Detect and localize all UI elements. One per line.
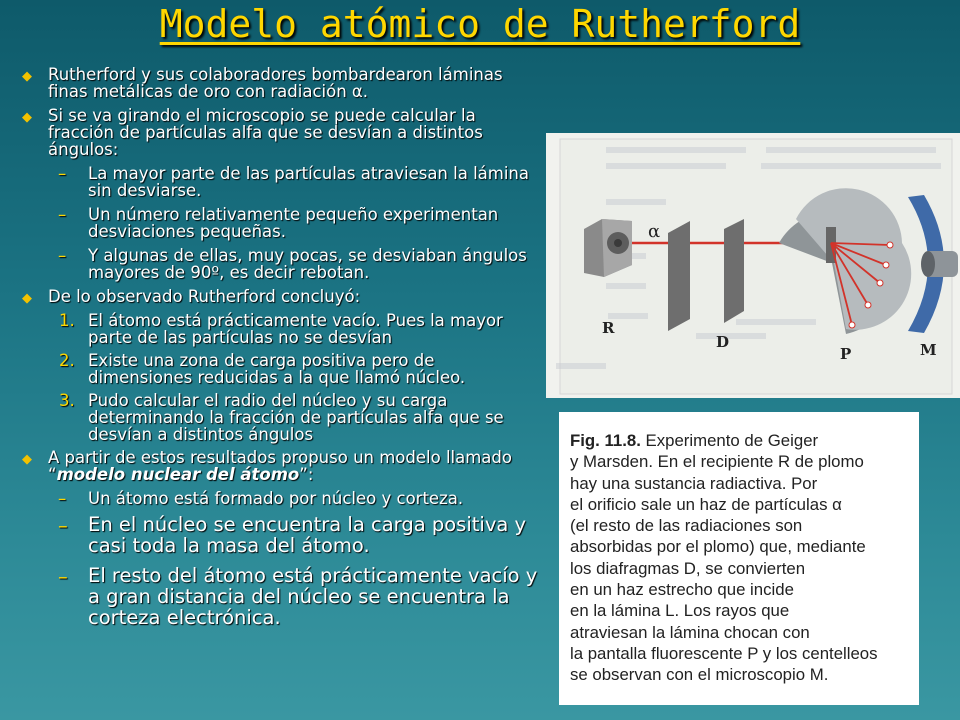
bullet-3 (22, 288, 542, 305)
item-number: 1. (59, 311, 75, 330)
bullet-text-pre: A partir de estos resultados propuso un modelo llamado “ (48, 448, 512, 484)
item-number: 3. (59, 391, 75, 410)
numbered-item-text: El átomo está prácticamente vacío. Pues la mayor parte de las partículas no se desvían (88, 311, 503, 347)
sub-item-text: Un número relativamente pequeño experimentan desviaciones pequeñas. (88, 205, 499, 241)
sub-item (22, 565, 542, 628)
numbered-item (22, 392, 542, 443)
sub-item-text: Un átomo está formado por núcleo y corteza. (88, 489, 464, 508)
bullet-2 (22, 107, 542, 158)
sub-item-text: La mayor parte de las partículas atraviesan la lámina sin desviarse. (88, 164, 529, 200)
dash-marker: – (58, 205, 67, 224)
bullet-text: Si se va girando el microscopio se puede calcular la fracción de partículas alfa que se desvían a distintos ángulos: (48, 106, 483, 159)
sub-item (22, 165, 542, 199)
caption-line: el orificio sale un haz de partículas α (570, 494, 842, 514)
figure-caption (570, 430, 910, 686)
label-alpha: α (648, 221, 661, 242)
item-number: 2. (59, 351, 75, 370)
figure-label: Fig. 11.8. (570, 431, 641, 450)
caption-line: en la lámina L. Los rayos que (570, 601, 790, 621)
numbered-item (22, 312, 542, 346)
caption-line: hay una sustancia radiactiva. Por (570, 473, 818, 493)
caption-line: (el resto de las radiaciones son (570, 516, 803, 536)
experiment-figure (546, 133, 960, 398)
label-M: M (920, 341, 937, 359)
bullet-text-post: ”: (299, 465, 314, 484)
diamond-bullet-icon: ◆ (22, 291, 32, 306)
label-R: R (602, 319, 615, 337)
dash-marker: – (58, 489, 67, 508)
sub-item (22, 247, 542, 281)
caption-line: y Marsden. En el recipiente R de plomo (570, 452, 864, 472)
diaphragm-plate-2 (724, 219, 744, 323)
dash-marker: – (58, 514, 68, 537)
caption-line: se observan con el microscopio M. (570, 665, 829, 685)
dash-marker: – (58, 246, 67, 265)
caption-line: los diafragmas D, se convierten (570, 558, 806, 578)
slide-content (22, 66, 542, 637)
sub-item-text: El resto del átomo está prácticamente vacío y a gran distancia del núcleo se encuentra la corteza electrónica. (88, 564, 538, 629)
figure-caption-box (559, 412, 919, 705)
bullet-4 (22, 449, 542, 483)
label-P: P (840, 345, 852, 363)
sub-item (22, 206, 542, 240)
label-D: D (716, 333, 730, 351)
bullet-text: De lo observado Rutherford concluyó: (48, 287, 361, 306)
numbered-item-text: Existe una zona de carga positiva pero de dimensiones reducidas a la que llamó núcleo. (88, 351, 466, 387)
numbered-item (22, 352, 542, 386)
diaphragm-plate-1 (668, 221, 690, 331)
sub-item (22, 514, 542, 556)
sub-item (22, 490, 542, 507)
geiger-marsden-apparatus (546, 133, 960, 398)
sub-item-text: Y algunas de ellas, muy pocas, se desviaban ángulos mayores de 90º, es decir rebotan. (88, 246, 527, 282)
diamond-bullet-icon: ◆ (22, 110, 32, 125)
model-name-emphasis: modelo nuclear del átomo (56, 465, 300, 484)
diamond-bullet-icon: ◆ (22, 69, 32, 84)
dash-marker: – (58, 565, 68, 588)
slide-title: Modelo atómico de Rutherford (159, 2, 801, 46)
diamond-bullet-icon: ◆ (22, 452, 32, 467)
sub-item-text: En el núcleo se encuentra la carga positiva y casi toda la masa del átomo. (88, 513, 527, 557)
caption-line-1: Fig. 11.8. Experimento de Geiger (570, 431, 819, 450)
numbered-item-text: Pudo calcular el radio del núcleo y su carga determinando la fracción de partículas alfa que se desvían a distintos ángulos (88, 391, 504, 444)
caption-line: la pantalla fluorescente P y los centelleos (570, 643, 878, 663)
caption-line: absorbidas por el plomo) que, mediante (570, 537, 866, 557)
bullet-1 (22, 66, 542, 100)
dash-marker: – (58, 164, 67, 183)
bullet-text: Rutherford y sus colaboradores bombardearon láminas finas metálicas de oro con radiación α. (48, 65, 503, 101)
caption-line: atraviesan la lámina chocan con (570, 622, 810, 642)
caption-line: en un haz estrecho que incide (570, 580, 794, 600)
